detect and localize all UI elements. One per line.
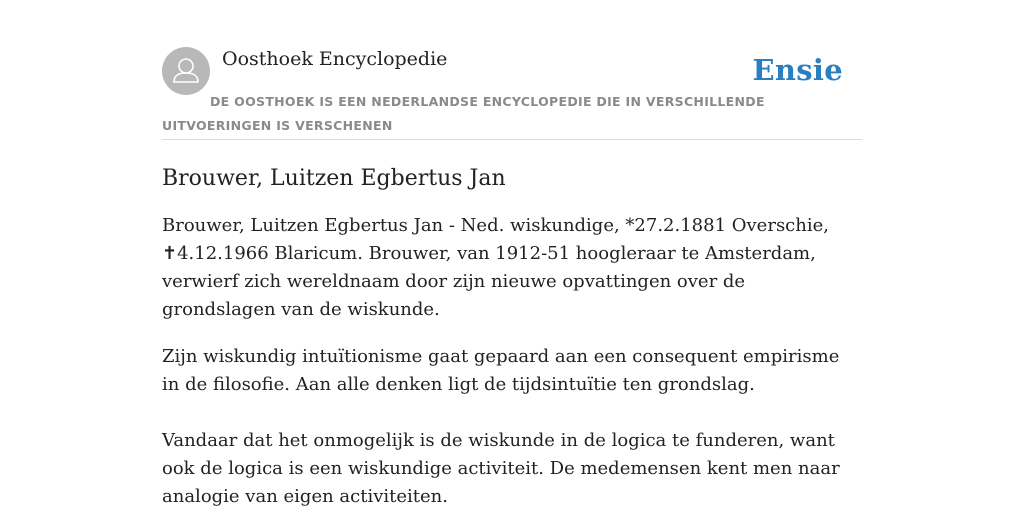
- article-paragraph: Brouwer, Luitzen Egbertus Jan - Ned. wiskundige, *27.2.1881 Overschie, ✝4.12.1966 Blaricum. Brouwer, van 1912-51 hoogleraar te Amsterdam, verwierf zich wereldnaam door zijn nieuwe opvattingen over de grondslagen van de wiskunde.: [162, 215, 829, 320]
- site-tagline: DE OOSTHOEK IS EEN NEDERLANDSE ENCYCLOPEDIE DIE IN VERSCHILLENDE UITVOERINGEN IS VERSCHENEN: [162, 94, 765, 133]
- article-paragraph: Vandaar dat het onmogelijk is de wiskunde in de logica te funderen, want ook de logica is een wiskundige activiteit. De medemensen kent men naar analogie van eigen activiteiten.: [162, 430, 840, 507]
- article-title: Brouwer, Luitzen Egbertus Jan: [162, 166, 506, 191]
- page: [162, 0, 862, 511]
- paragraph-spacer: [162, 399, 862, 427]
- ensie-logo[interactable]: Ensie: [752, 53, 843, 87]
- site-name[interactable]: Oosthoek Encyclopedie: [222, 48, 448, 70]
- avatar[interactable]: [162, 47, 210, 95]
- article-paragraph: Zijn wiskundig intuïtionisme gaat gepaard aan een consequent empirisme in de filosofie. Aan alle denken ligt de tijdsintuïtie ten grondslag.: [162, 346, 840, 395]
- article-body: [162, 212, 862, 511]
- header: [162, 47, 862, 140]
- user-icon: [162, 47, 210, 95]
